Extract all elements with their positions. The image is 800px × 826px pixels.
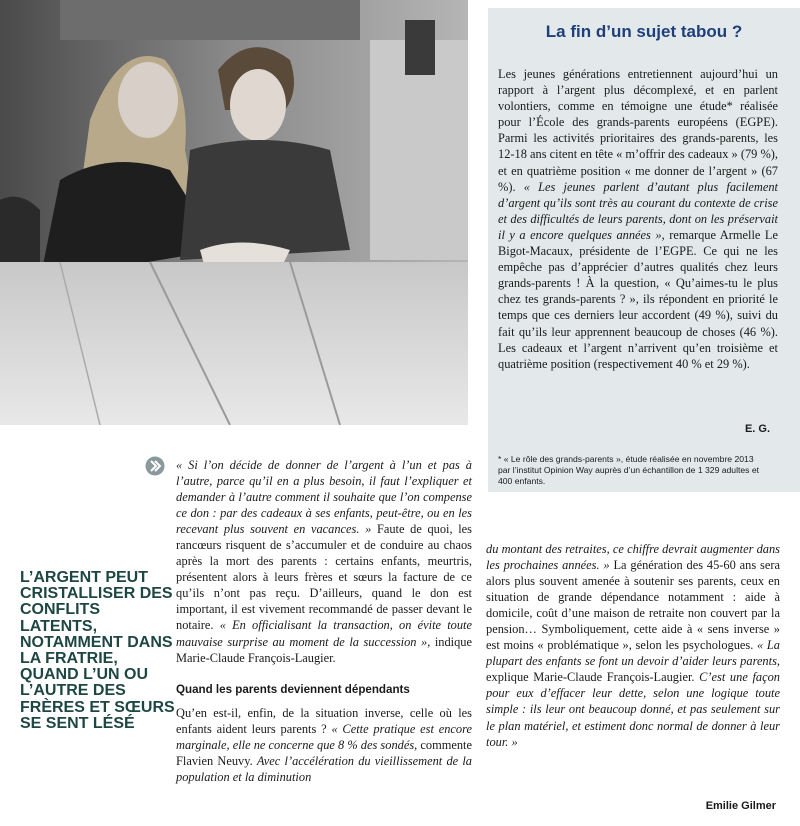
quote-arrow-icon (145, 456, 165, 476)
quote-text: « En officialisant la transaction, on évite toute mauvaise surprise au moment de la succession » (176, 618, 472, 649)
sidebar-signature: E. G. (744, 423, 770, 435)
photo-mother-and-son (0, 0, 468, 425)
body-text: , indique Marie-Claude François-Laugier. (176, 634, 472, 665)
body-text: Qu’en est-il, enfin, de la situation inverse, celle où les enfants aident leurs parents ? (176, 705, 472, 736)
quote-text: « Si l’on décide de donner de l’argent à l’un et pas à l’autre, parce qu’il en a plus besoin, il faut l’expliquer et demander à l’autre comment il souhaite que l’on compense ce don : par des cadeaux à ses enfants, peut-être, ou en les recevant plus souvent en vacances. » (176, 458, 472, 537)
sidebar-box (488, 8, 800, 492)
sidebar-text: Les jeunes générations entretiennent aujourd’hui un rapport à l’argent plus décomplexé, et en parlent volontiers, comme en témoigne une étude* réalisée pour l’École des grands-parents européens (EGPE). Parmi les activités prioritaires des grands-parents, les 12-18 ans citent en tête « m’offrir des cadeaux » (79 %), et en quatrième position « me donner de l’argent » (67 %). (498, 67, 778, 194)
paragraph (176, 705, 472, 785)
sidebar-text-end: , remarque Armelle Le Bigot-Macaux, présidente de l’EGPE. Ce qui ne les empêche pas d’apprécier d’autres qualités chez leurs grands-parents ! À la question, « Qu’aimes-tu le plus chez tes grands-parents ? », ils répondent en priorité le temps que ces derniers leur accordent (49 %), suivi du fait qu’ils leur apprennent beaucoup de choses (46 %). Les cadeaux et l’argent n’arrivent qu’en troisième et quatrième position (respectivement 40 % et 29 %). (498, 227, 778, 371)
sidebar-body (498, 66, 778, 372)
sidebar-footnote: * « Le rôle des grands-parents », étude réalisée en novembre 2013 par l’institut Opinion Way auprès d’un échantillon de 1 329 adultes et 400 enfants. (498, 454, 759, 486)
paragraph (486, 541, 780, 750)
sidebar-quote: « Les jeunes parlent d’autant plus facilement d’argent qu’ils sont très au courant du contexte de crise et des difficultés de leurs parents, dont on les préservait il y a encore quelques années » (498, 179, 778, 242)
section-subheading: Quand les parents deviennent dépendants (176, 682, 410, 696)
article-column-2 (486, 541, 780, 750)
article-column-1 (176, 457, 472, 785)
body-text: La génération des 45-60 ans sera alors plus souvent amenée à soutenir ses parents, ceux en situation de grande dépendance notamment : aide à domicile, coût d’une maison de retraite non couvert par la pension… Symboliquement, cette aide à « sens inverse » est moins « problématique », selon les psychologues. (486, 558, 780, 653)
quote-text: C’est une façon pour eux d’effacer leur dette, selon une logique toute simple : ils leur ont beaucoup donné, et pas seulement sur le plan matériel, et estiment donc normal de donner à leur tour. » (486, 670, 780, 749)
quote-text: « Cette pratique est encore marginale, elle ne concerne que 8 % des sondés, (176, 721, 472, 752)
quote-text: « La plupart des enfants se font un devoir d’aider leurs parents, (486, 638, 780, 669)
body-text: commente Flavien Neuvy. (176, 737, 472, 768)
pull-quote: L’ARGENT PEUT CRISTALLISER DES CONFLITS LATENTS, NOTAMMENT DANS LA FRATRIE, QUAND L’UN OU L’AUTRE DES FRÈRES ET SŒURS SE SENT LÉSÉ (20, 569, 175, 732)
sidebar-title: La fin d’un sujet tabou ? (545, 22, 743, 41)
quote-text: Avec l’accélération du vieillissement de la population et la diminution (176, 753, 472, 784)
quote-text: du montant des retraites, ce chiffre devrait augmenter dans les prochaines années. » (486, 542, 780, 573)
author-byline: Emilie Gilmer (705, 800, 776, 812)
body-text: explique Marie-Claude François-Laugier. (486, 670, 700, 685)
paragraph (176, 457, 472, 666)
body-text: Faute de quoi, les rancœurs risquent de s’accumuler et de conduire au chaos après la mort des parents : certains enfants, meurtris, présentent alors à leurs frères et sœurs la facture de ce qu’ils n’ont pas reçu. D’ailleurs, quand le don est important, il est vivement recommandé de passer devant le notaire. (176, 522, 472, 633)
